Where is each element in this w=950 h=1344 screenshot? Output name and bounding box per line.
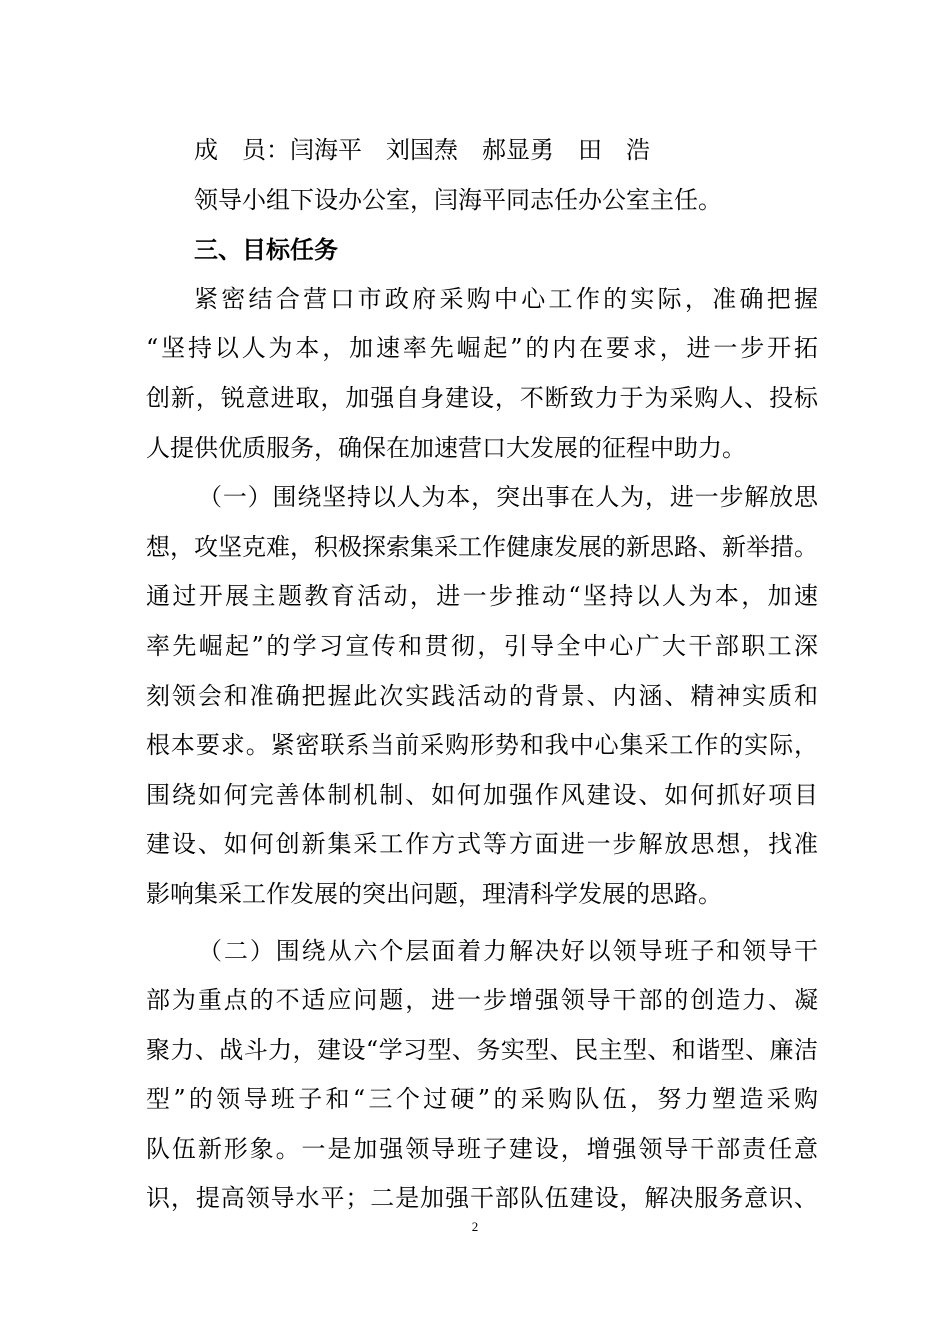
text-line: 队伍新形象。一是加强领导班子建设，增强领导干部责任意 xyxy=(146,1134,818,1163)
text-line: 部为重点的不适应问题，进一步增强领导干部的创造力、凝 xyxy=(146,986,818,1015)
text-line: （一）围绕坚持以人为本，突出事在人为，进一步解放思 xyxy=(198,483,818,512)
page-number: 2 xyxy=(471,1219,479,1234)
text-line: 想，攻坚克难，积极探索集采工作健康发展的新思路、新举措。 xyxy=(146,532,818,561)
text-line: 型”的领导班子和“三个过硬”的采购队伍，努力塑造采购 xyxy=(146,1085,818,1114)
text-line: （二）围绕从六个层面着力解决好以领导班子和领导干 xyxy=(198,936,818,965)
paragraph-1 xyxy=(146,275,818,473)
section-heading: 三、目标任务 xyxy=(194,235,338,265)
text-line: 人提供优质服务，确保在加速营口大发展的征程中助力。 xyxy=(146,433,746,462)
text-line: 紧密结合营口市政府采购中心工作的实际，准确把握 xyxy=(194,284,818,313)
text-line: 刻领会和准确把握此次实践活动的背景、内涵、精神实质和 xyxy=(146,681,818,710)
text-line: 识，提高领导水平；二是加强干部队伍建设，解决服务意识、 xyxy=(146,1184,818,1213)
paragraph-3 xyxy=(146,927,818,1225)
members-line: 成 员：闫海平 刘国焘 郝显勇 田 浩 xyxy=(194,136,650,164)
text-line: “坚持以人为本，加速率先崛起”的内在要求，进一步开拓 xyxy=(146,334,818,363)
text-line: 影响集采工作发展的突出问题，理清科学发展的思路。 xyxy=(146,879,722,908)
text-line: 创新，锐意进取，加强自身建设，不断致力于为采购人、投标 xyxy=(146,383,818,412)
text-line: 聚力、战斗力，建设“学习型、务实型、民主型、和谐型、廉洁 xyxy=(146,1035,818,1064)
text-line: 围绕如何完善体制机制、如何加强作风建设、如何抓好项目 xyxy=(146,780,818,809)
document-body xyxy=(146,126,818,1224)
text-line: 建设、如何创新集采工作方式等方面进一步解放思想，找准 xyxy=(146,830,818,859)
text-line: 通过开展主题教育活动，进一步推动“坚持以人为本，加速 xyxy=(146,582,818,611)
paragraph-2 xyxy=(146,473,818,919)
office-line: 领导小组下设办公室，闫海平同志任办公室主任。 xyxy=(194,185,722,214)
text-line: 根本要求。紧密联系当前采购形势和我中心集采工作的实际， xyxy=(146,731,818,760)
text-line: 率先崛起”的学习宣传和贯彻，引导全中心广大干部职工深 xyxy=(146,631,818,660)
